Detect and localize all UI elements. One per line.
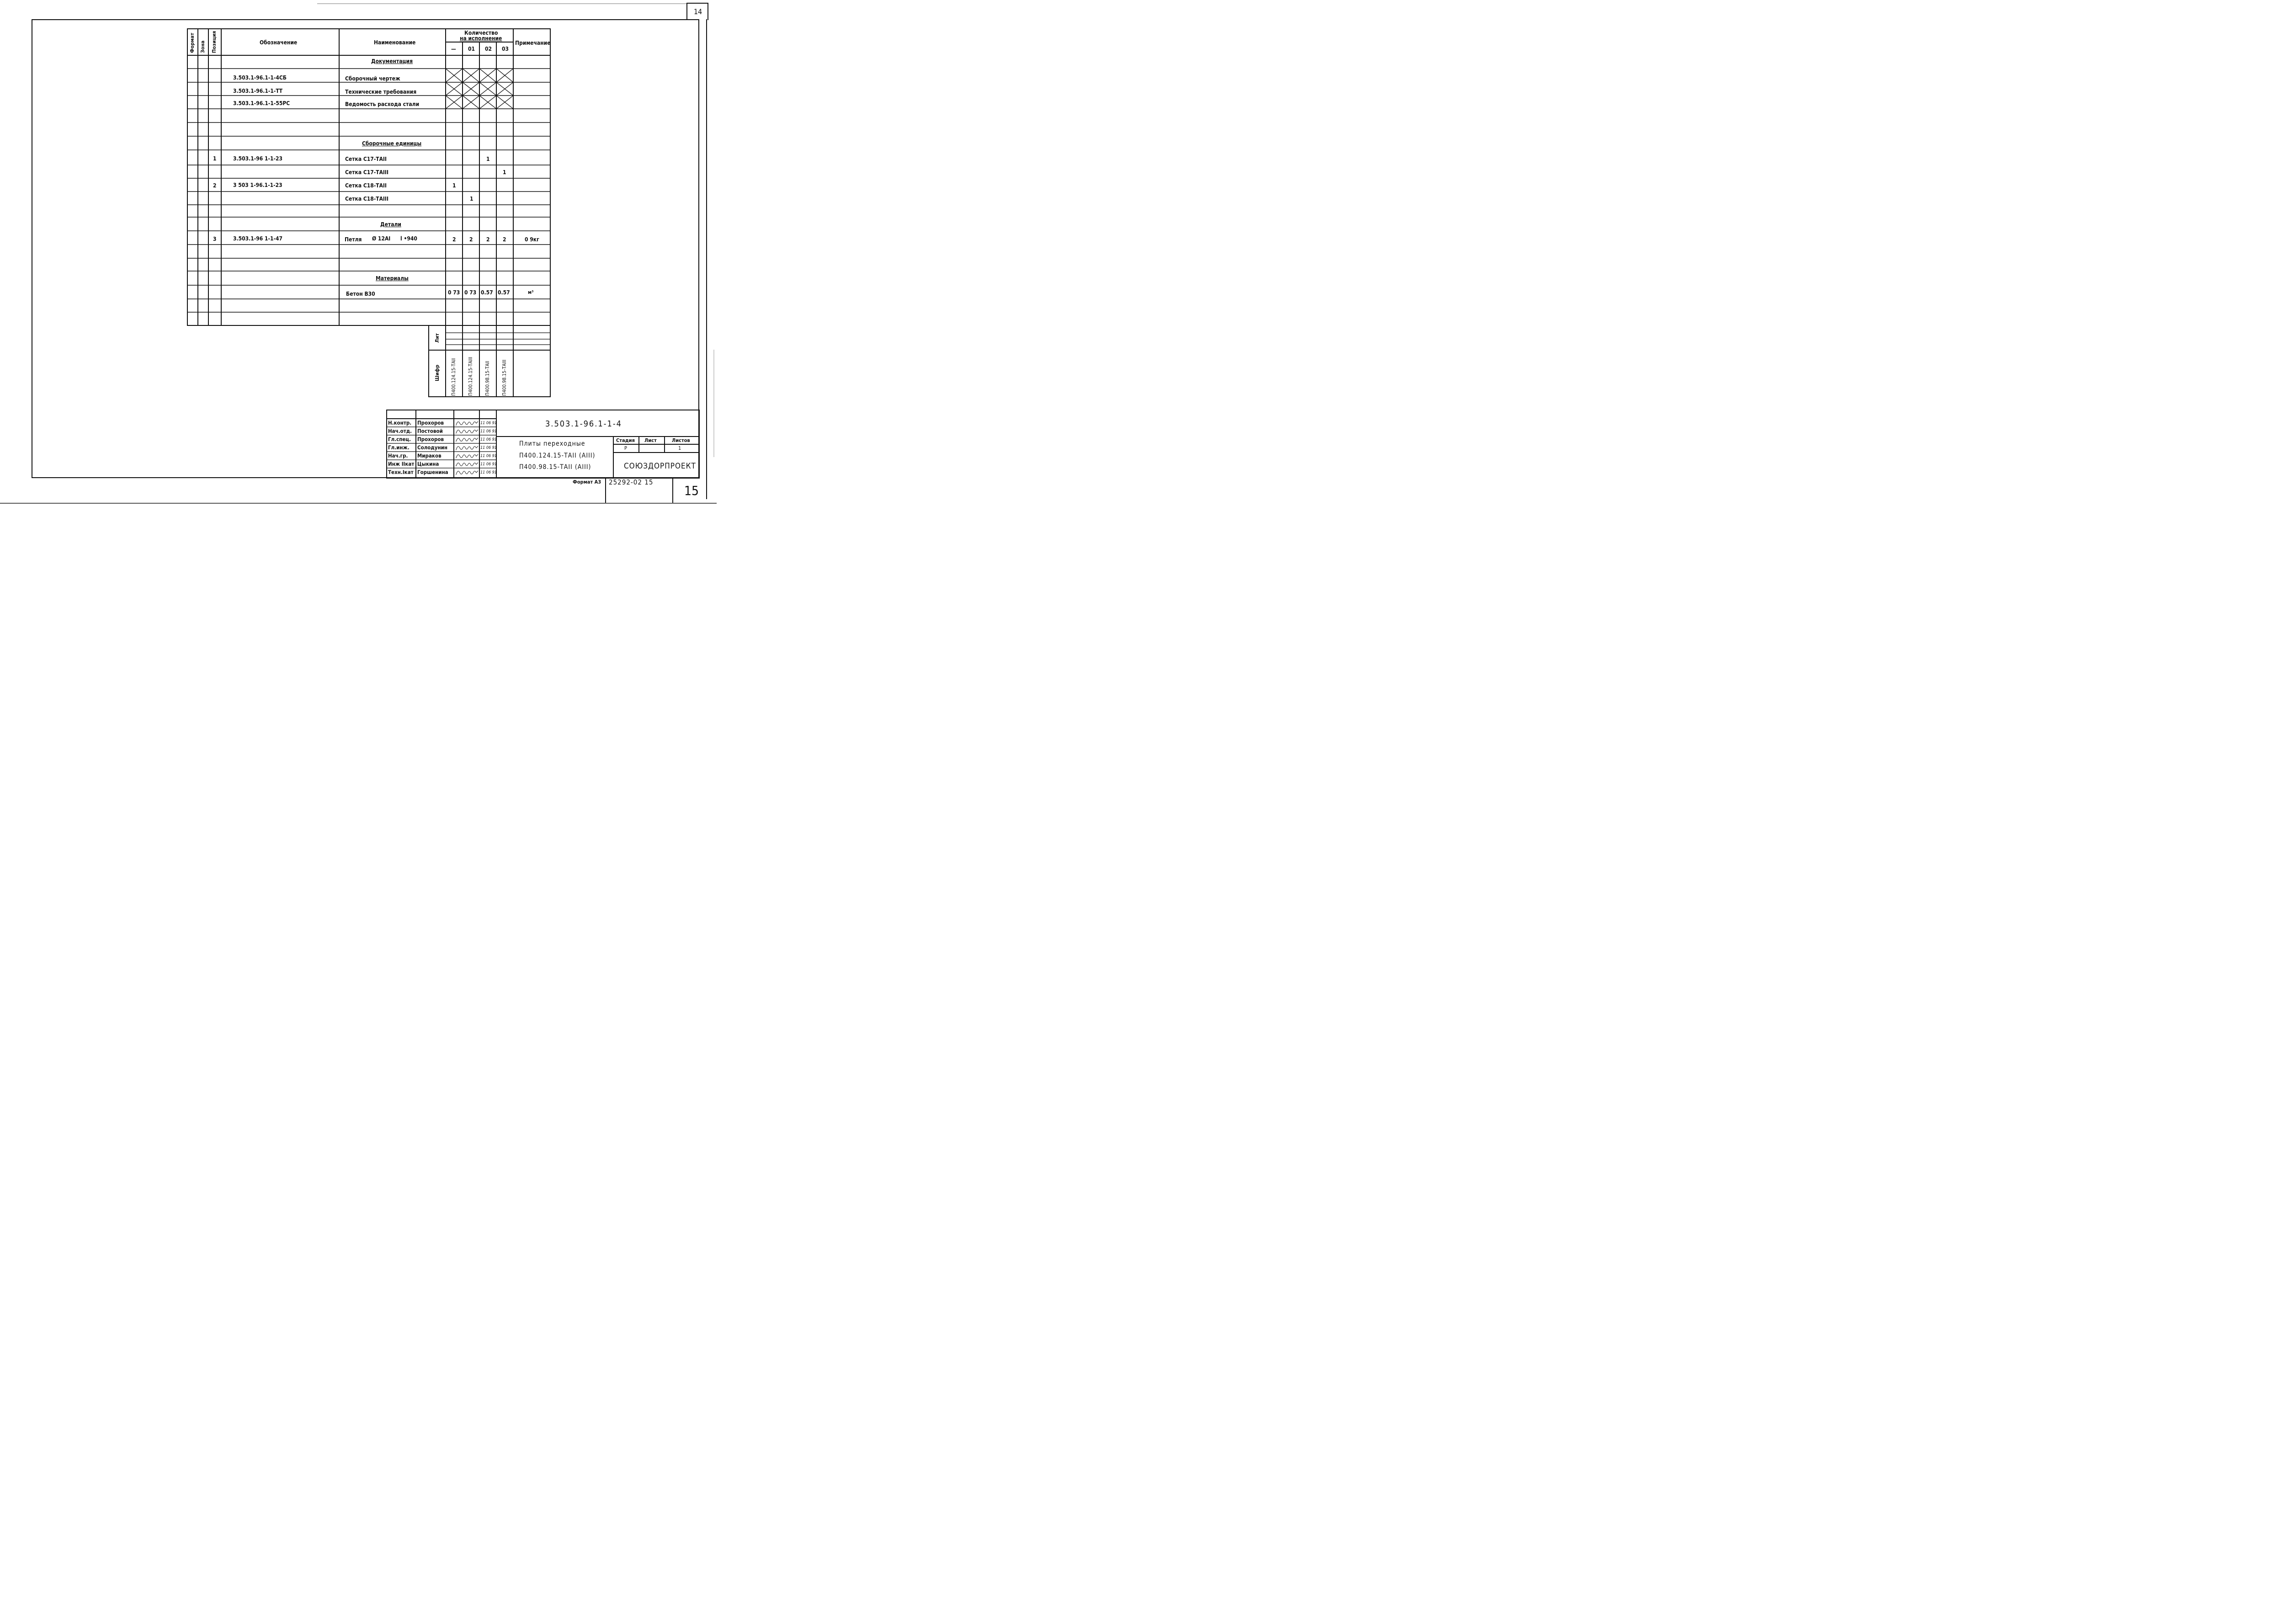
title-line1: Плиты переходные	[519, 440, 585, 447]
header-note: Примечание	[515, 40, 551, 46]
sheets-label: Листов	[672, 437, 690, 443]
sheet-corner-number: 14	[694, 7, 702, 16]
signature-date: 11 06 91	[480, 454, 497, 458]
signature-role: Нач.отд.	[388, 428, 412, 434]
asm3-qty-00: 1	[452, 182, 456, 189]
asm1-designation: 3.503.1-96 1-1-23	[233, 155, 283, 162]
signature-name: Постовой	[417, 428, 443, 434]
cipher-1: П400.124.15-ТАIII	[468, 357, 473, 396]
section-materials: Материалы	[376, 275, 409, 282]
header-variant-2: 02	[485, 46, 492, 52]
asm2-name: Сетка С17-ТАIII	[345, 169, 389, 176]
header-name: Наименование	[374, 39, 416, 46]
header-variant-3: 03	[502, 46, 509, 52]
asm2-qty-03: 1	[503, 169, 506, 176]
det1-name-b: Ø 12АI	[372, 235, 391, 242]
header-variant-1: 01	[468, 46, 475, 52]
signature-name: Солодунин	[417, 444, 448, 451]
signature-date: 11 06 91	[480, 446, 497, 450]
signature-date: 11 06 91	[480, 429, 497, 434]
cipher-2: П400.98.15-ТАII	[485, 361, 490, 396]
mat1-qty-00: 0 73	[448, 289, 460, 296]
stage-label: Стадия	[616, 437, 635, 443]
signature-date: 11 06 91	[480, 437, 497, 442]
header-zone: Зона	[200, 40, 206, 53]
signature-scribble	[455, 461, 479, 468]
signature-scribble	[455, 420, 479, 427]
signature-scribble	[455, 428, 479, 435]
mat1-qty-01: 0 73	[464, 289, 477, 296]
archive-number: 25292-02 15	[609, 478, 654, 486]
signature-name: Прохоров	[417, 420, 444, 426]
format-label: Формат А3	[573, 479, 601, 485]
signature-name: Горшенина	[417, 469, 448, 475]
mat1-note: м³	[528, 289, 534, 295]
det1-qty-00: 2	[452, 236, 456, 243]
header-designation: Обозначение	[260, 39, 298, 46]
asm1-qty-02: 1	[486, 156, 490, 162]
stage-value: Р	[624, 445, 627, 451]
asm3-position: 2	[213, 182, 217, 189]
signature-scribble	[455, 436, 479, 443]
title-line3: П400.98.15-ТАII (АIII)	[519, 463, 591, 471]
det1-name-a: Петля	[345, 236, 362, 243]
doc2-designation: 3.503.1-96.1-1-ТТ	[233, 88, 283, 94]
page-number: 15	[684, 483, 699, 498]
det1-name-c: l •940	[400, 235, 417, 242]
doc1-name: Сборочный чертеж	[345, 75, 400, 82]
header-variant-0: —	[451, 46, 456, 52]
asm4-qty-01: 1	[470, 196, 473, 202]
signature-scribble	[455, 444, 479, 452]
signature-scribble	[455, 453, 479, 460]
section-documentation: Документация	[371, 58, 413, 64]
signature-name: Прохоров	[417, 436, 444, 442]
cipher-label: Шифр	[434, 364, 440, 381]
signature-role: Техн.Iкат	[388, 469, 414, 475]
signature-role: Н.контр.	[388, 420, 412, 426]
cipher-0: П400.124.15-ТАII	[451, 358, 457, 396]
sheet-label: Лист	[644, 437, 657, 443]
signature-role: Нач.гр.	[388, 453, 408, 459]
asm1-position: 1	[213, 155, 217, 162]
det1-qty-03: 2	[503, 236, 506, 243]
mat1-qty-02: 0.57	[481, 289, 493, 296]
doc3-designation: 3.503.1-96.1-1-55РС	[233, 100, 290, 106]
asm3-name: Сетка С18-ТАII	[345, 182, 387, 189]
header-format: Формат	[189, 32, 195, 53]
det1-position: 3	[213, 236, 217, 242]
signature-role: Гл.спец.	[388, 436, 411, 442]
sheets-value: 1	[678, 445, 681, 451]
signature-date: 11 06 91	[480, 470, 497, 475]
signature-name: Мираков	[417, 453, 442, 459]
header-position: Позиция	[211, 31, 217, 53]
signature-scribble	[455, 469, 479, 476]
signature-role: Инж IIкат	[388, 461, 415, 467]
asm4-name: Сетка С18-ТАIII	[345, 196, 389, 202]
doc-code: 3.503.1-96.1-1-4	[545, 419, 622, 429]
det1-qty-02: 2	[486, 236, 490, 243]
signature-role: Гл.инж.	[388, 444, 410, 451]
doc1-designation: 3.503.1-96.1-1-4СБ	[233, 75, 287, 81]
cipher-3: П400.98.15-ТАIII	[502, 359, 507, 396]
title-line2: П400.124.15-ТАII (АIII)	[519, 452, 596, 459]
lit-label: Лит	[434, 333, 440, 343]
header-qty-line1: Количество	[464, 30, 498, 36]
organization: СОЮЗДОРПРОЕКТ	[624, 462, 696, 471]
det1-designation: 3.503.1-96 1-1-47	[233, 235, 283, 242]
doc2-name: Технические требования	[345, 89, 417, 95]
det1-qty-01: 2	[469, 236, 473, 243]
signature-date: 11 06 91	[480, 462, 497, 467]
signature-date: 11 06 91	[480, 421, 497, 426]
doc3-name: Ведомость расхода стали	[345, 101, 420, 107]
mat1-name: Бетон В30	[346, 291, 375, 297]
header-qty-line2: на исполнение	[460, 35, 502, 42]
det1-note: 0 9кг	[525, 236, 539, 243]
section-details: Детали	[380, 221, 401, 228]
asm1-name: Сетка С17-ТАII	[345, 156, 387, 162]
section-assemblies: Сборочные единицы	[362, 140, 422, 147]
asm3-designation: 3 503 1-96.1-1-23	[233, 182, 282, 188]
signature-name: Цыкина	[417, 461, 439, 467]
mat1-qty-03: 0.57	[498, 289, 510, 296]
